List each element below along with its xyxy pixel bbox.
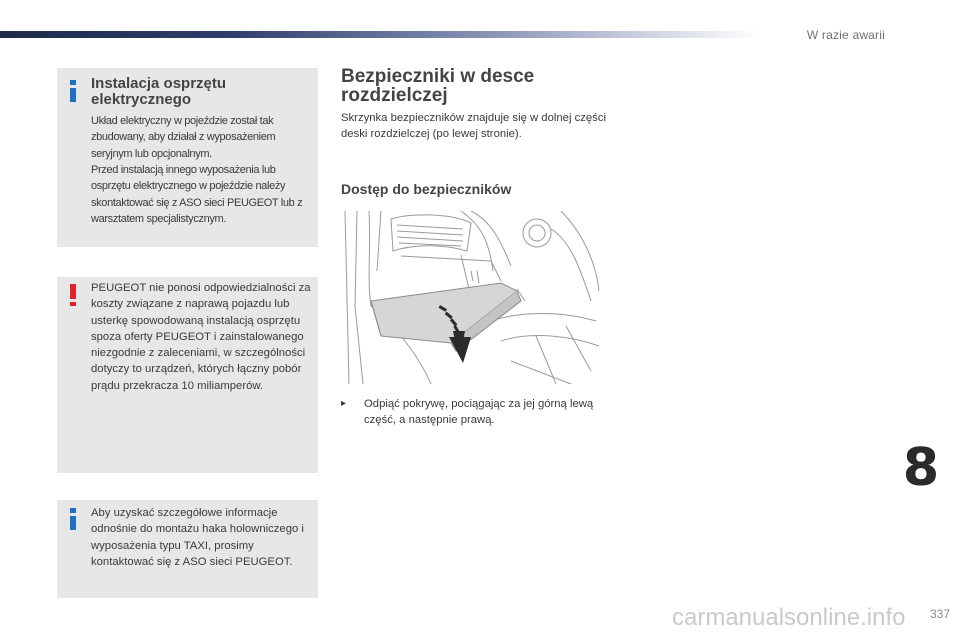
step-text: Odpiąć pokrywę, pociągając za jej górną lewą część, a następnie prawą. bbox=[364, 398, 594, 427]
warning-box bbox=[57, 277, 318, 473]
installation-paragraph-1: Układ elektryczny w pojeździe został tak zbudowany, aby działał z wyposażeniem seryjnym lub opcjonalnym. bbox=[91, 115, 276, 160]
page-number: 337 bbox=[929, 607, 950, 621]
chapter-number-digit: 8 bbox=[902, 438, 940, 498]
towbar-info-text: Aby uzyskać szczegółowe informacje odnośnie do montażu haka holowniczego i wyposażenia typu TAXI, prosimy kontaktować się z ASO sieci PEUGEOT. bbox=[91, 507, 304, 568]
installation-title: Instalacja osprzętu elektrycznego bbox=[91, 75, 227, 108]
info-box-towbar bbox=[57, 500, 318, 598]
installation-paragraph-2: Przed instalacją innego wyposażenia lub osprzętu elektrycznego w pojeździe należy skontaktować się z ASO sieci PEUGEOT lub z warsztatem specjalistycznym. bbox=[91, 164, 303, 225]
page-title: Bezpieczniki w desce rozdzielczej bbox=[341, 66, 535, 106]
info-icon bbox=[70, 80, 76, 102]
info-box-installation bbox=[57, 68, 318, 247]
info-icon bbox=[70, 508, 76, 530]
watermark: carmanualsonline.info bbox=[672, 604, 906, 631]
arrow-right-icon: ▸ bbox=[341, 398, 347, 409]
section-label: W razie awarii bbox=[806, 28, 885, 42]
intro-paragraph: Skrzynka bezpieczników znajduje się w dolnej części deski rozdzielczej (po lewej stronie). bbox=[341, 112, 606, 141]
header-gradient-bar bbox=[0, 31, 760, 38]
section-subtitle: Dostęp do bezpieczników bbox=[341, 181, 512, 197]
chapter-number bbox=[896, 438, 946, 498]
exclamation-icon bbox=[70, 284, 76, 306]
fuse-box-illustration bbox=[341, 211, 601, 384]
warning-text: PEUGEOT nie ponosi odpowiedzialności za koszty związane z naprawą pojazdu lub usterkę spowodowaną instalacją osprzętu spoza oferty PEUGEOT i zainstalowanego niezgodnie z zaleceniami, w szczególności dotyczy to urządzeń, których łączny pobór prądu przekracza 10 miliamperów. bbox=[91, 282, 311, 392]
